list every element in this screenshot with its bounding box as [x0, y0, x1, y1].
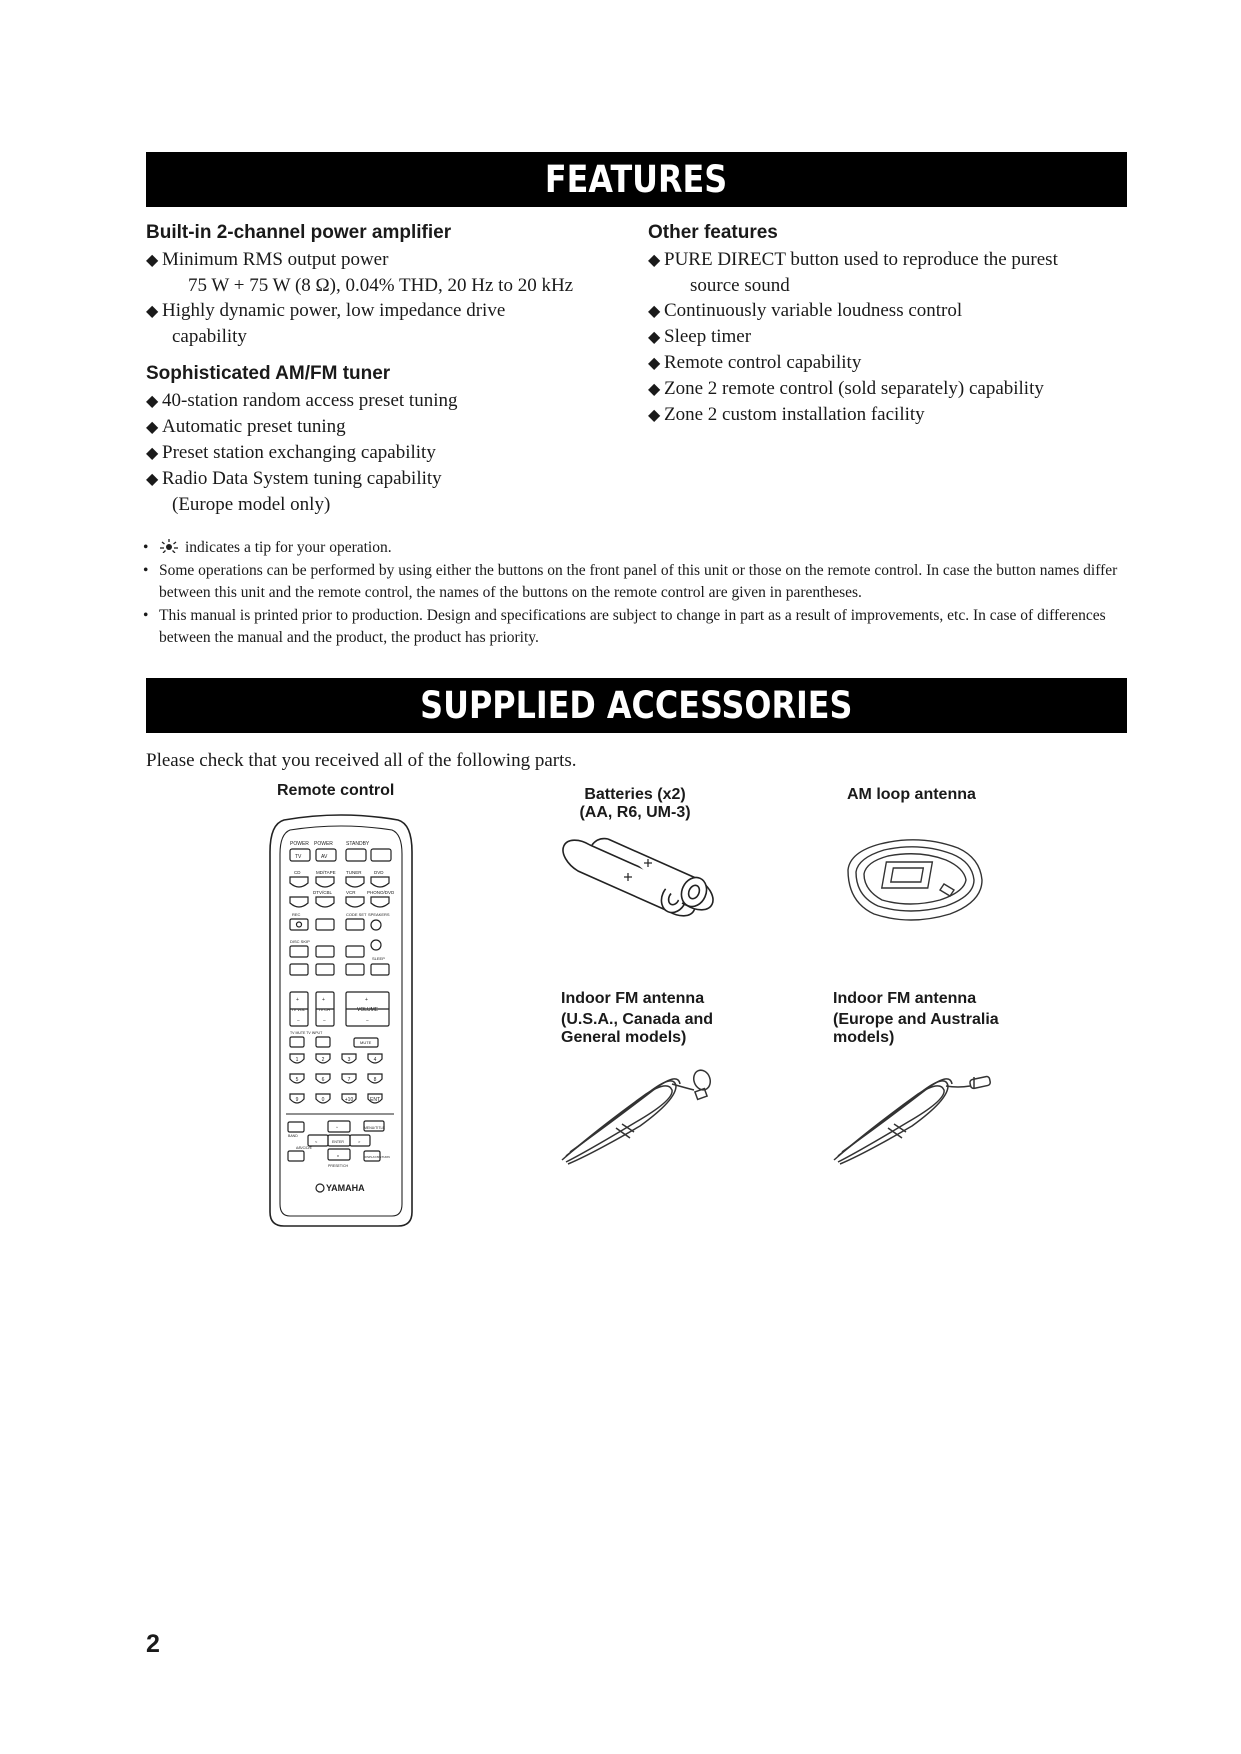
brand-label: YAMAHA [326, 1183, 365, 1193]
amplifier-list [146, 247, 626, 349]
section-title-other: Other features [648, 222, 778, 243]
list-item [648, 324, 1128, 350]
item-text: Minimum RMS output power [162, 249, 389, 270]
code-set-label: CODE SET [346, 912, 367, 917]
dtv-cbl-label: DTV/CBL [313, 890, 333, 895]
list-item [648, 376, 1128, 402]
item-text: Highly dynamic power, low impedance drive [162, 300, 506, 321]
digit-7-label: 7 [347, 1077, 351, 1083]
tv-label: TV [295, 854, 302, 860]
note-item: • indicates a tip for your operation. [143, 539, 392, 556]
diamond-bullet-icon: ◆ [146, 445, 159, 462]
band-label: BAND [288, 1134, 298, 1138]
diamond-bullet-icon: ◆ [146, 393, 159, 410]
svg-text:+: + [322, 997, 325, 1003]
svg-text:v: v [337, 1153, 339, 1158]
diamond-bullet-icon: ◆ [648, 355, 661, 372]
item-text: Zone 2 remote control (sold separately) capability [664, 378, 1044, 399]
digit-3-label: 3 [347, 1057, 351, 1063]
source-button[interactable] [346, 897, 364, 907]
label-line: General models) [561, 1029, 687, 1046]
diamond-bullet-icon: ◆ [648, 381, 661, 398]
volume-label: VOLUME [357, 1007, 379, 1013]
section-title-amplifier: Built-in 2-channel power amplifier [146, 222, 452, 243]
accessories-heading: SUPPLIED ACCESSORIES [420, 684, 853, 727]
label-line: (Europe and Australia [833, 1011, 999, 1028]
note-item: • This manual is printed prior to production. Design and specifications are subject to change in part as a result of improvements, etc. In case of differences between the manual and the product, the product has priority. [143, 606, 1106, 646]
fm-antenna-us-illustration [556, 1060, 726, 1170]
features-heading: FEATURES [545, 158, 728, 201]
tv-mute-label: TV MUTE TV INPUT [290, 1031, 323, 1035]
item-text: Remote control capability [664, 352, 862, 373]
list-item [146, 388, 626, 414]
svg-text:^: ^ [336, 1125, 338, 1130]
label-line: Indoor FM antenna [561, 990, 705, 1007]
features-banner [146, 152, 1127, 207]
digit-2-label: 2 [321, 1057, 325, 1063]
tuner-list [146, 388, 626, 517]
item-subtext: source sound [690, 275, 790, 296]
source-button[interactable] [316, 877, 334, 887]
digit-4-label: 4 [373, 1057, 377, 1063]
dvd-label: DVD [374, 870, 384, 875]
batteries-label [560, 786, 710, 822]
label-line: models) [833, 1029, 895, 1046]
mute-label: MUTE [360, 1040, 372, 1045]
digit-1-label: 1 [295, 1057, 299, 1063]
label-line: Batteries (x2) [584, 786, 686, 803]
ent-label: ENT [370, 1097, 380, 1103]
source-button[interactable] [316, 897, 334, 907]
am-antenna-label: AM loop antenna [847, 786, 976, 803]
svg-text:−: − [297, 1018, 300, 1024]
list-item [146, 466, 626, 517]
remote-control-label: Remote control [277, 782, 395, 799]
digit-plus10-label: +10 [344, 1097, 354, 1103]
power-label: POWER [290, 841, 309, 847]
item-subtext: capability [172, 326, 247, 347]
vcr-label: VCR [346, 890, 356, 895]
diamond-bullet-icon: ◆ [648, 303, 661, 320]
display-label: DISPLAY/RETURN [364, 1155, 390, 1159]
diamond-bullet-icon: ◆ [648, 329, 661, 346]
abcde-label: A/B/C/D/E [296, 1146, 312, 1150]
notes-list [143, 537, 1128, 650]
cd-label: CD [294, 870, 301, 875]
digit-8-label: 8 [373, 1077, 377, 1083]
item-text: Continuously variable loudness control [664, 300, 963, 321]
list-item [648, 350, 1128, 376]
item-text: Zone 2 custom installation facility [664, 404, 925, 425]
section-title-tuner: Sophisticated AM/FM tuner [146, 363, 391, 384]
svg-text:+: + [296, 997, 299, 1003]
svg-text:<: < [315, 1139, 318, 1144]
yamaha-logo [316, 1183, 365, 1193]
digit-0-label: 0 [321, 1097, 325, 1103]
list-item [146, 440, 626, 466]
source-button[interactable] [371, 877, 389, 887]
enter-label: ENTER [332, 1140, 344, 1144]
tv-vol-label: TV VOL [291, 1007, 306, 1012]
remote-control-illustration [262, 812, 420, 1234]
list-item [146, 414, 626, 440]
note-text: indicates a tip for your operation. [185, 539, 392, 556]
sleep-label: SLEEP [372, 956, 385, 961]
svg-text:+: + [365, 997, 368, 1003]
label-line: Indoor FM antenna [833, 990, 977, 1007]
note-item: • Some operations can be performed by using either the buttons on the front panel of this unit or those on the remote control. In case the button names differ between this unit and the remote control, the names of the buttons on the remote control are given in parentheses. [143, 561, 1118, 601]
features-left-column [146, 221, 626, 517]
list-item [648, 247, 1128, 298]
source-button[interactable] [346, 877, 364, 887]
list-item [146, 247, 626, 298]
other-features-list [648, 247, 1128, 428]
list-item [648, 298, 1128, 324]
preset-label: PRESET/CH [328, 1164, 349, 1168]
note-text: Some operations can be performed by using either the buttons on the front panel of this unit or those on the remote control. In case the button names differ between this unit and the remote control, the names of the buttons on the remote control are given in parentheses. [159, 561, 1118, 601]
item-text: Preset station exchanging capability [162, 442, 436, 463]
svg-text:−: − [323, 1018, 326, 1024]
list-item [146, 298, 626, 349]
source-button[interactable] [371, 897, 389, 907]
item-subtext: (Europe model only) [172, 494, 331, 515]
batteries-illustration [560, 835, 720, 935]
md-tape-label: MD/TAPE [316, 870, 336, 875]
diamond-bullet-icon: ◆ [648, 407, 661, 424]
digit-6-label: 6 [321, 1077, 325, 1083]
item-text: 40-station random access preset tuning [162, 390, 458, 411]
digit-9-label: 9 [295, 1097, 299, 1103]
item-text: PURE DIRECT button used to reproduce the purest [664, 249, 1058, 270]
am-loop-antenna-illustration [840, 830, 990, 930]
page-number: 2 [146, 1630, 160, 1658]
tip-icon [159, 539, 179, 553]
tuner-label: TUNER [346, 870, 362, 875]
source-button[interactable] [290, 877, 308, 887]
tv-ch-label: TV CH [318, 1007, 330, 1012]
item-text: Radio Data System tuning capability [162, 468, 442, 489]
source-button[interactable] [290, 897, 308, 907]
diamond-bullet-icon: ◆ [146, 471, 159, 488]
list-item [648, 402, 1128, 428]
fm-antenna-eu-label [833, 990, 999, 1047]
phono-label: PHONO/DVD [367, 890, 395, 895]
label-line: (AA, R6, UM-3) [579, 804, 691, 821]
power-label: POWER [314, 841, 333, 847]
accessories-intro: Please check that you received all of the following parts. [146, 750, 577, 771]
fm-antenna-eu-illustration [828, 1060, 998, 1170]
note-text: This manual is printed prior to production. Design and specifications are subject to change in part as a result of improvements, etc. In case of differences between the manual and the product, the product has priority. [159, 606, 1106, 646]
fm-antenna-us-label [561, 990, 713, 1047]
digit-5-label: 5 [295, 1077, 299, 1083]
item-text: Sleep timer [664, 326, 752, 347]
accessories-banner [146, 678, 1127, 733]
diamond-bullet-icon: ◆ [146, 252, 159, 269]
item-text: Automatic preset tuning [162, 416, 346, 437]
item-subtext: 75 W + 75 W (8 Ω), 0.04% THD, 20 Hz to 20 kHz [188, 275, 574, 296]
rec-label: REC [292, 912, 301, 917]
diamond-bullet-icon: ◆ [146, 303, 159, 320]
diamond-bullet-icon: ◆ [146, 419, 159, 436]
diamond-bullet-icon: ◆ [648, 252, 661, 269]
label-line: (U.S.A., Canada and [561, 1011, 714, 1028]
av-label: AV [321, 854, 328, 860]
power-button[interactable] [371, 849, 391, 861]
features-right-column [648, 221, 1128, 428]
speakers-label: SPEAKERS [368, 912, 390, 917]
standby-label: STANDBY [346, 841, 370, 847]
menu-label: MENU/TITLE [364, 1126, 385, 1130]
standby-button[interactable] [346, 849, 366, 861]
svg-text:>: > [358, 1139, 361, 1144]
disc-skip-label: DISC SKIP [290, 939, 310, 944]
svg-text:−: − [366, 1018, 369, 1024]
